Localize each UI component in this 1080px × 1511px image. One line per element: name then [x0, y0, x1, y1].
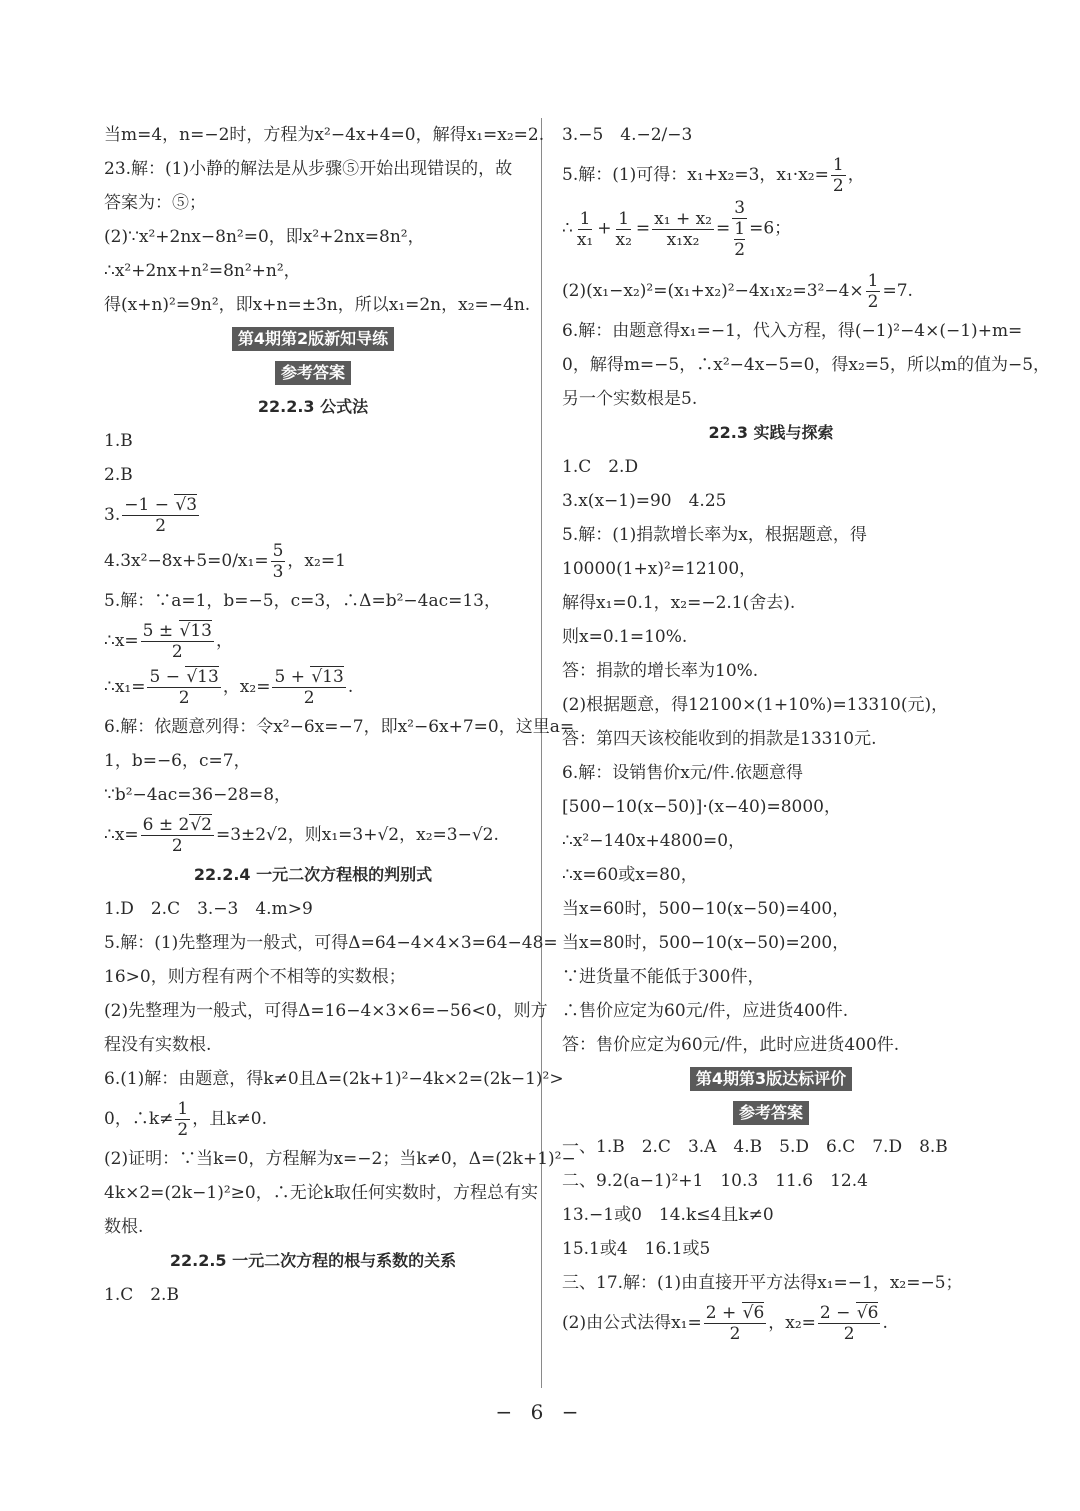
answer-line-fraction — [104, 492, 522, 538]
answer-line: (2)∵x²+2nx−8n²=0，即x²+2nx=8n²， — [104, 227, 425, 247]
answer-text: ，且k≠0. — [192, 1109, 267, 1129]
sqrt-term: √2 — [190, 815, 212, 835]
answer-text: 5.解：(1)可得：x₁+x₂=3，x₁·x₂= — [562, 165, 829, 185]
inner-numerator: 1 — [734, 219, 746, 239]
fraction-numerator: 5 — [272, 541, 284, 561]
answer-line: 答：售价应定为60元/件，此时应进货400件. — [562, 1035, 900, 1055]
fraction-numerator: x₁ + x₂ — [654, 208, 712, 229]
fraction — [575, 209, 595, 250]
fraction — [818, 1303, 881, 1344]
answer-text: 4.3x²−8x+5=0/x₁= — [104, 551, 269, 571]
page-number: − 6 − — [495, 1400, 585, 1424]
answer-line-fraction — [104, 618, 522, 664]
answer-line: (2)证明：∵当k=0，方程解为x=−2；当k≠0，Δ=(2k+1)²− — [104, 1149, 576, 1169]
fraction — [141, 815, 214, 856]
fraction — [147, 667, 220, 708]
answer-line: ∵进货量不能低于300件， — [562, 967, 765, 987]
section-heading: 22.2.5 一元二次方程的根与系数的关系 — [169, 1251, 457, 1270]
fraction-denominator: x₁x₂ — [666, 229, 700, 250]
fraction — [652, 209, 714, 250]
answer-line-fraction — [104, 812, 522, 858]
answer-line: 则x=0.1=10%. — [562, 627, 688, 647]
answer-line-fraction — [562, 268, 980, 314]
numerator-text: 5 ± — [142, 621, 179, 641]
answer-line: 答：捐款的增长率为10%. — [562, 661, 759, 681]
column-divider — [541, 118, 542, 1388]
answer-line: 6.解：设销售价x元/件.依题意得 — [562, 763, 803, 783]
fraction-denominator: 2 — [832, 176, 844, 196]
answer-line: 解得x₁=0.1，x₂=−2.1(舍去). — [562, 593, 796, 613]
answer-line: ∴x²+2nx+n²=8n²+n²， — [104, 261, 301, 281]
answer-line: ∴x²−140x+4800=0， — [562, 831, 746, 851]
fraction — [175, 1099, 190, 1140]
answer-text: ∴x= — [104, 825, 139, 845]
answer-text: =6； — [749, 218, 792, 239]
answer-line: 1，b=−6，c=7， — [104, 751, 251, 771]
answer-line: 当x=60时，500−10(x−50)=400， — [562, 899, 850, 919]
answer-line: 3.−5 4.−2/−3 — [562, 125, 693, 145]
answer-line: 1.C 2.B — [104, 1285, 179, 1305]
answer-line: 当m=4，n=−2时，方程为x²−4x+4=0，解得x₁=x₂=2. — [104, 125, 545, 145]
answer-line: 5.解：(1)先整理为一般式，可得Δ=64−4×4×3=64−48= — [104, 933, 558, 953]
fraction-denominator: 2 — [177, 1120, 189, 1140]
numerator-text: 5 + — [274, 667, 311, 687]
answer-text: . — [347, 677, 354, 697]
fraction — [831, 155, 846, 196]
fraction-numerator — [272, 667, 345, 688]
answer-line: 1.B — [104, 431, 133, 451]
numerator-text: 2 − — [819, 1303, 856, 1323]
fraction-numerator: 1 — [832, 155, 844, 175]
sqrt-term: √13 — [186, 667, 219, 687]
answer-line: 4k×2=(2k−1)²≥0，∴无论k取任何实数时，方程总有实 — [104, 1183, 539, 1203]
left-column — [104, 118, 576, 1312]
answer-line: 6.解：依题意列得：令x²−6x=−7，即x²−6x+7=0，这里a= — [104, 717, 575, 737]
sqrt-term: √13 — [179, 621, 212, 641]
answer-text: 0，∴k≠ — [104, 1109, 174, 1129]
answer-line-fraction — [104, 538, 522, 584]
answer-line: 2.B — [104, 465, 133, 485]
section-heading: 22.3 实践与探索 — [708, 423, 834, 442]
answer-text: ， — [216, 631, 233, 651]
answer-line-fraction — [562, 152, 980, 198]
answer-key-banner: 参考答案 — [733, 1101, 809, 1125]
section-heading: 22.2.4 一元二次方程根的判别式 — [193, 865, 433, 884]
answer-line: 13.−1或0 14.k≤4且k≠0 — [562, 1205, 774, 1225]
answer-banner-row — [562, 1096, 980, 1130]
answer-line: 6.(1)解：由题意，得k≠0且Δ=(2k+1)²−4k×2=(2k−1)²> — [104, 1069, 564, 1089]
answer-line: 15.1或4 16.1或5 — [562, 1239, 711, 1259]
sqrt-term: √6 — [856, 1303, 879, 1323]
fraction — [704, 1303, 767, 1344]
answer-line: [500−10(x−50)]·(x−40)=8000， — [562, 797, 841, 817]
answer-line: 6.解：由题意得x₁=−1，代入方程，得(−1)²−4×(−1)+m= — [562, 321, 1023, 341]
section-banner: 第4期第2版新知导练 — [232, 327, 394, 351]
answer-line: ∴售价应定为60元/件，应进货400件. — [562, 1001, 849, 1021]
answer-line: 程没有实数根. — [104, 1035, 212, 1055]
answer-text: ，x₂=1 — [287, 551, 346, 571]
answer-line: (2)先整理为一般式，可得Δ=16−4×3×6=−56<0，则方 — [104, 1001, 548, 1021]
equals-sign: = — [635, 218, 651, 239]
equals-sign: = — [716, 218, 731, 239]
answer-banner-row — [104, 356, 522, 390]
answer-line: 3.x(x−1)=90 4.25 — [562, 491, 727, 511]
answer-line: 1.D 2.C 3.−3 4.m>9 — [104, 899, 313, 919]
numerator-text: −1 − — [124, 495, 175, 515]
fraction — [272, 667, 345, 708]
answer-line: 16>0，则方程有两个不相等的实数根； — [104, 967, 406, 987]
section-banner-row — [562, 1062, 980, 1096]
answer-line-nested-fraction — [562, 198, 980, 268]
answer-text: ∴x₁= — [104, 677, 146, 697]
fraction — [141, 621, 214, 662]
fraction-numerator: 1 — [618, 208, 630, 229]
answer-line: 得(x+n)²=9n²，即x+n=±3n，所以x₁=2n，x₂=−4n. — [104, 295, 531, 315]
answer-line-fraction — [104, 664, 522, 710]
answer-line-fraction — [562, 1300, 980, 1346]
inner-denominator: 2 — [734, 240, 746, 260]
fraction-numerator — [818, 1303, 881, 1324]
answer-line: 1.C 2.D — [562, 457, 639, 477]
fraction-denominator: 2 — [729, 1324, 741, 1344]
answer-text: (2)(x₁−x₂)²=(x₁+x₂)²−4x₁x₂=3²−4× — [562, 281, 864, 301]
answer-text: ∴x= — [104, 631, 139, 651]
fraction-numerator: 1 — [177, 1099, 189, 1119]
answer-text: ， — [847, 165, 865, 185]
fraction-numerator — [704, 1303, 767, 1324]
answer-key-banner: 参考答案 — [275, 361, 351, 385]
fraction-numerator: 3 — [734, 198, 746, 218]
fraction — [271, 541, 286, 582]
answer-line: 答案为：⑤； — [104, 193, 206, 213]
answer-text: ∴ — [562, 218, 573, 239]
answer-line: 数根. — [104, 1217, 144, 1237]
answer-line: 10000(1+x)²=12100， — [562, 559, 757, 579]
answer-text: =7. — [882, 281, 913, 301]
sqrt-term: √6 — [742, 1303, 765, 1323]
fraction-denominator: 2 — [843, 1324, 855, 1344]
answer-line: 5.解：(1)捐款增长率为x，根据题意，得 — [562, 525, 867, 545]
answer-line: (2)根据题意，得12100×(1+10%)=13310(元)， — [562, 695, 949, 715]
answer-line: ∴x=60或x=80， — [562, 865, 698, 885]
fraction-denominator: 3 — [272, 562, 284, 582]
answer-line: 答：第四天该校能收到的捐款是13310元. — [562, 729, 877, 749]
right-column — [562, 118, 1051, 1346]
fraction-denominator: 2 — [171, 836, 183, 856]
answer-line: 二、9.2(a−1)²+1 10.3 11.6 12.4 — [562, 1171, 868, 1191]
answer-text: ，x₂= — [768, 1313, 816, 1333]
answer-line: 另一个实数根是5. — [562, 389, 698, 409]
section-banner-row — [104, 322, 522, 356]
section-banner: 第4期第3版达标评价 — [690, 1067, 852, 1091]
answer-text: =3±2√2，则x₁=3+√2，x₂=3−√2. — [216, 825, 499, 845]
fraction-numerator — [147, 667, 220, 688]
fraction-denominator — [732, 219, 747, 260]
section-heading: 22.2.3 公式法 — [257, 397, 369, 416]
sqrt-term: √3 — [175, 495, 198, 515]
numerator-text: 6 ± 2 — [142, 815, 190, 835]
fraction-denominator: 2 — [303, 688, 315, 708]
fraction-denominator: 2 — [178, 688, 190, 708]
fraction-numerator — [122, 495, 199, 516]
answer-line: 一、1.B 2.C 3.A 4.B 5.D 6.C 7.D 8.B — [562, 1137, 948, 1157]
answer-text: (2)由公式法得x₁= — [562, 1313, 702, 1333]
answer-line-fraction — [104, 1096, 522, 1142]
answer-line: 0，解得m=−5，∴x²−4x−5=0，得x₂=5，所以m的值为−5， — [562, 355, 1051, 375]
fraction-numerator: 1 — [867, 271, 879, 291]
fraction-denominator: x₂ — [615, 229, 632, 250]
answer-line: 5.解：∵a=1，b=−5，c=3，∴Δ=b²−4ac=13， — [104, 591, 501, 611]
answer-line: 三、17.解：(1)由直接开平方法得x₁=−1，x₂=−5； — [562, 1273, 963, 1293]
fraction-denominator: x₁ — [576, 229, 594, 250]
fraction-denominator: 2 — [867, 292, 879, 312]
answer-text: ，x₂= — [222, 677, 271, 697]
answer-text: 3. — [104, 505, 121, 525]
numerator-text: 2 + — [705, 1303, 742, 1323]
fraction — [866, 271, 881, 312]
answer-line: 当x=80时，500−10(x−50)=200， — [562, 933, 850, 953]
answer-text: . — [882, 1313, 888, 1333]
fraction — [122, 495, 199, 536]
fraction-denominator: 2 — [171, 642, 183, 662]
plus-sign: + — [597, 218, 612, 239]
nested-fraction — [732, 198, 747, 260]
fraction-numerator — [141, 815, 214, 836]
fraction-numerator: 1 — [579, 208, 591, 229]
sqrt-term: √13 — [311, 667, 344, 687]
fraction — [613, 209, 633, 250]
numerator-text: 5 − — [149, 667, 186, 687]
fraction-denominator: 2 — [155, 516, 167, 536]
fraction-numerator — [141, 621, 214, 642]
answer-line: 23.解：(1)小静的解法是从步骤⑤开始出现错误的，故 — [104, 159, 513, 179]
answer-line: ∵b²−4ac=36−28=8， — [104, 785, 292, 805]
